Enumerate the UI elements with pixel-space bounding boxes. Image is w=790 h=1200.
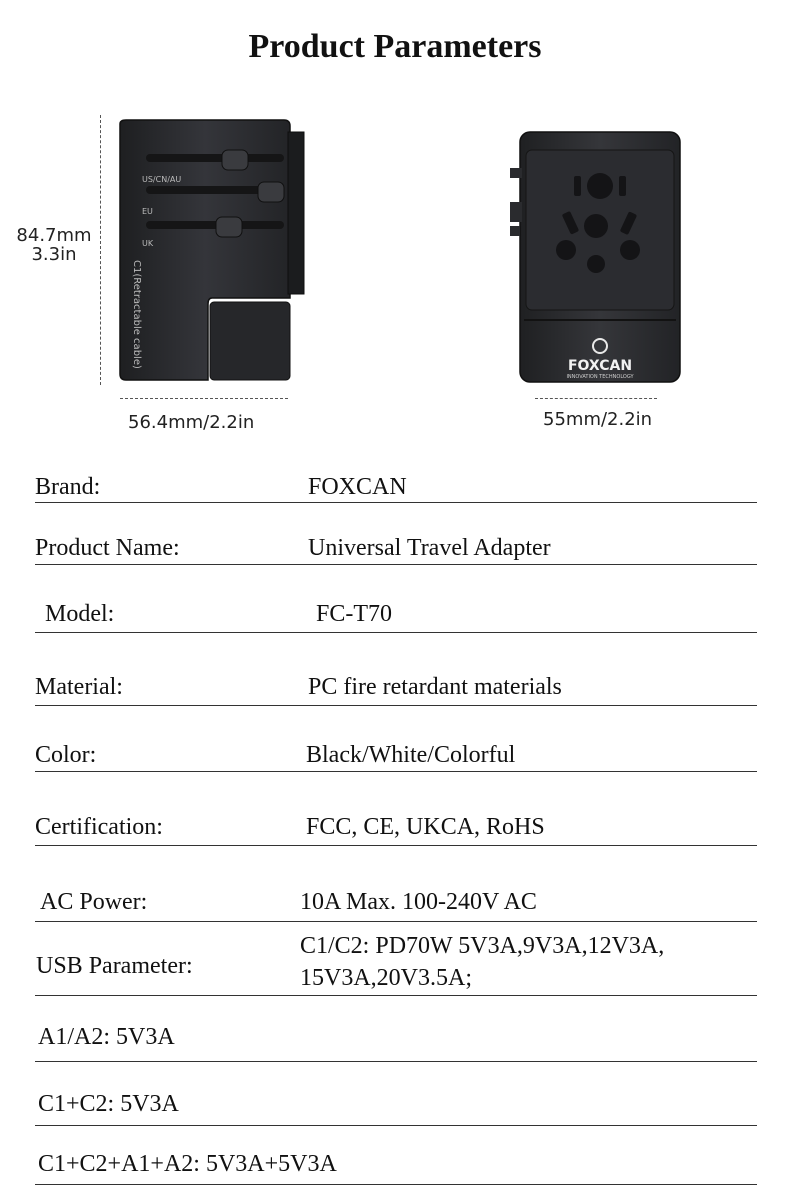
row-divider <box>35 1061 757 1062</box>
spec-label-ac-power: AC Power: <box>40 889 148 915</box>
row-divider <box>35 845 757 846</box>
adapter-side-view-image <box>112 118 307 388</box>
row-divider <box>35 502 757 503</box>
cable-label: C1(Retractable cable) <box>131 260 142 369</box>
spec-label-model: Model: <box>45 601 115 627</box>
spec-label-brand: Brand: <box>35 474 101 500</box>
page-title: Product Parameters <box>248 28 542 65</box>
spec-value-brand: FOXCAN <box>308 474 407 500</box>
row-divider <box>35 921 757 922</box>
row-divider <box>35 564 757 565</box>
spec-value-product-name: Universal Travel Adapter <box>308 535 551 561</box>
spec-label-color: Color: <box>35 742 97 768</box>
height-dimension-line <box>100 115 101 385</box>
spec-label-product-name: Product Name: <box>35 535 180 561</box>
width-right-dimension-line <box>535 398 657 399</box>
row-divider <box>35 1184 757 1185</box>
width-right-label: 55mm/2.2in <box>543 409 653 430</box>
extra-row-a1-a2: A1/A2: 5V3A <box>38 1024 175 1050</box>
row-divider <box>35 995 757 996</box>
row-divider <box>35 632 757 633</box>
spec-value-model: FC-T70 <box>316 601 393 627</box>
plug-label-us: US/CN/AU <box>142 175 182 184</box>
plug-label-eu: EU <box>142 207 153 216</box>
height-mm-label: 84.7mm <box>16 225 92 246</box>
spec-value-material: PC fire retardant materials <box>308 674 562 700</box>
spec-value-certification: FCC, CE, UKCA, RoHS <box>306 814 545 840</box>
device-brand-sub: INNOVATION TECHNOLOGY <box>566 374 634 380</box>
adapter-front-view-image <box>506 128 686 384</box>
spec-value-ac-power: 10A Max. 100-240V AC <box>300 889 537 915</box>
spec-label-material: Material: <box>35 674 123 700</box>
spec-label-certification: Certification: <box>35 814 163 840</box>
width-left-dimension-line <box>120 398 288 399</box>
row-divider <box>35 771 757 772</box>
spec-value-color: Black/White/Colorful <box>306 742 516 768</box>
spec-value-usb-parameter: C1/C2: PD70W 5V3A,9V3A,12V3A, 15V3A,20V3.5A; <box>300 933 665 991</box>
row-divider <box>35 705 757 706</box>
extra-row-c1-c2: C1+C2: 5V3A <box>38 1091 179 1117</box>
plug-label-uk: UK <box>142 239 154 248</box>
width-left-label: 56.4mm/2.2in <box>128 412 255 433</box>
row-divider <box>35 1125 757 1126</box>
height-in-label: 3.3in <box>31 244 77 265</box>
extra-row-all-ports: C1+C2+A1+A2: 5V3A+5V3A <box>38 1151 337 1177</box>
spec-label-usb-parameter: USB Parameter: <box>36 953 193 979</box>
device-brand-mark: FOXCAN <box>567 358 633 374</box>
